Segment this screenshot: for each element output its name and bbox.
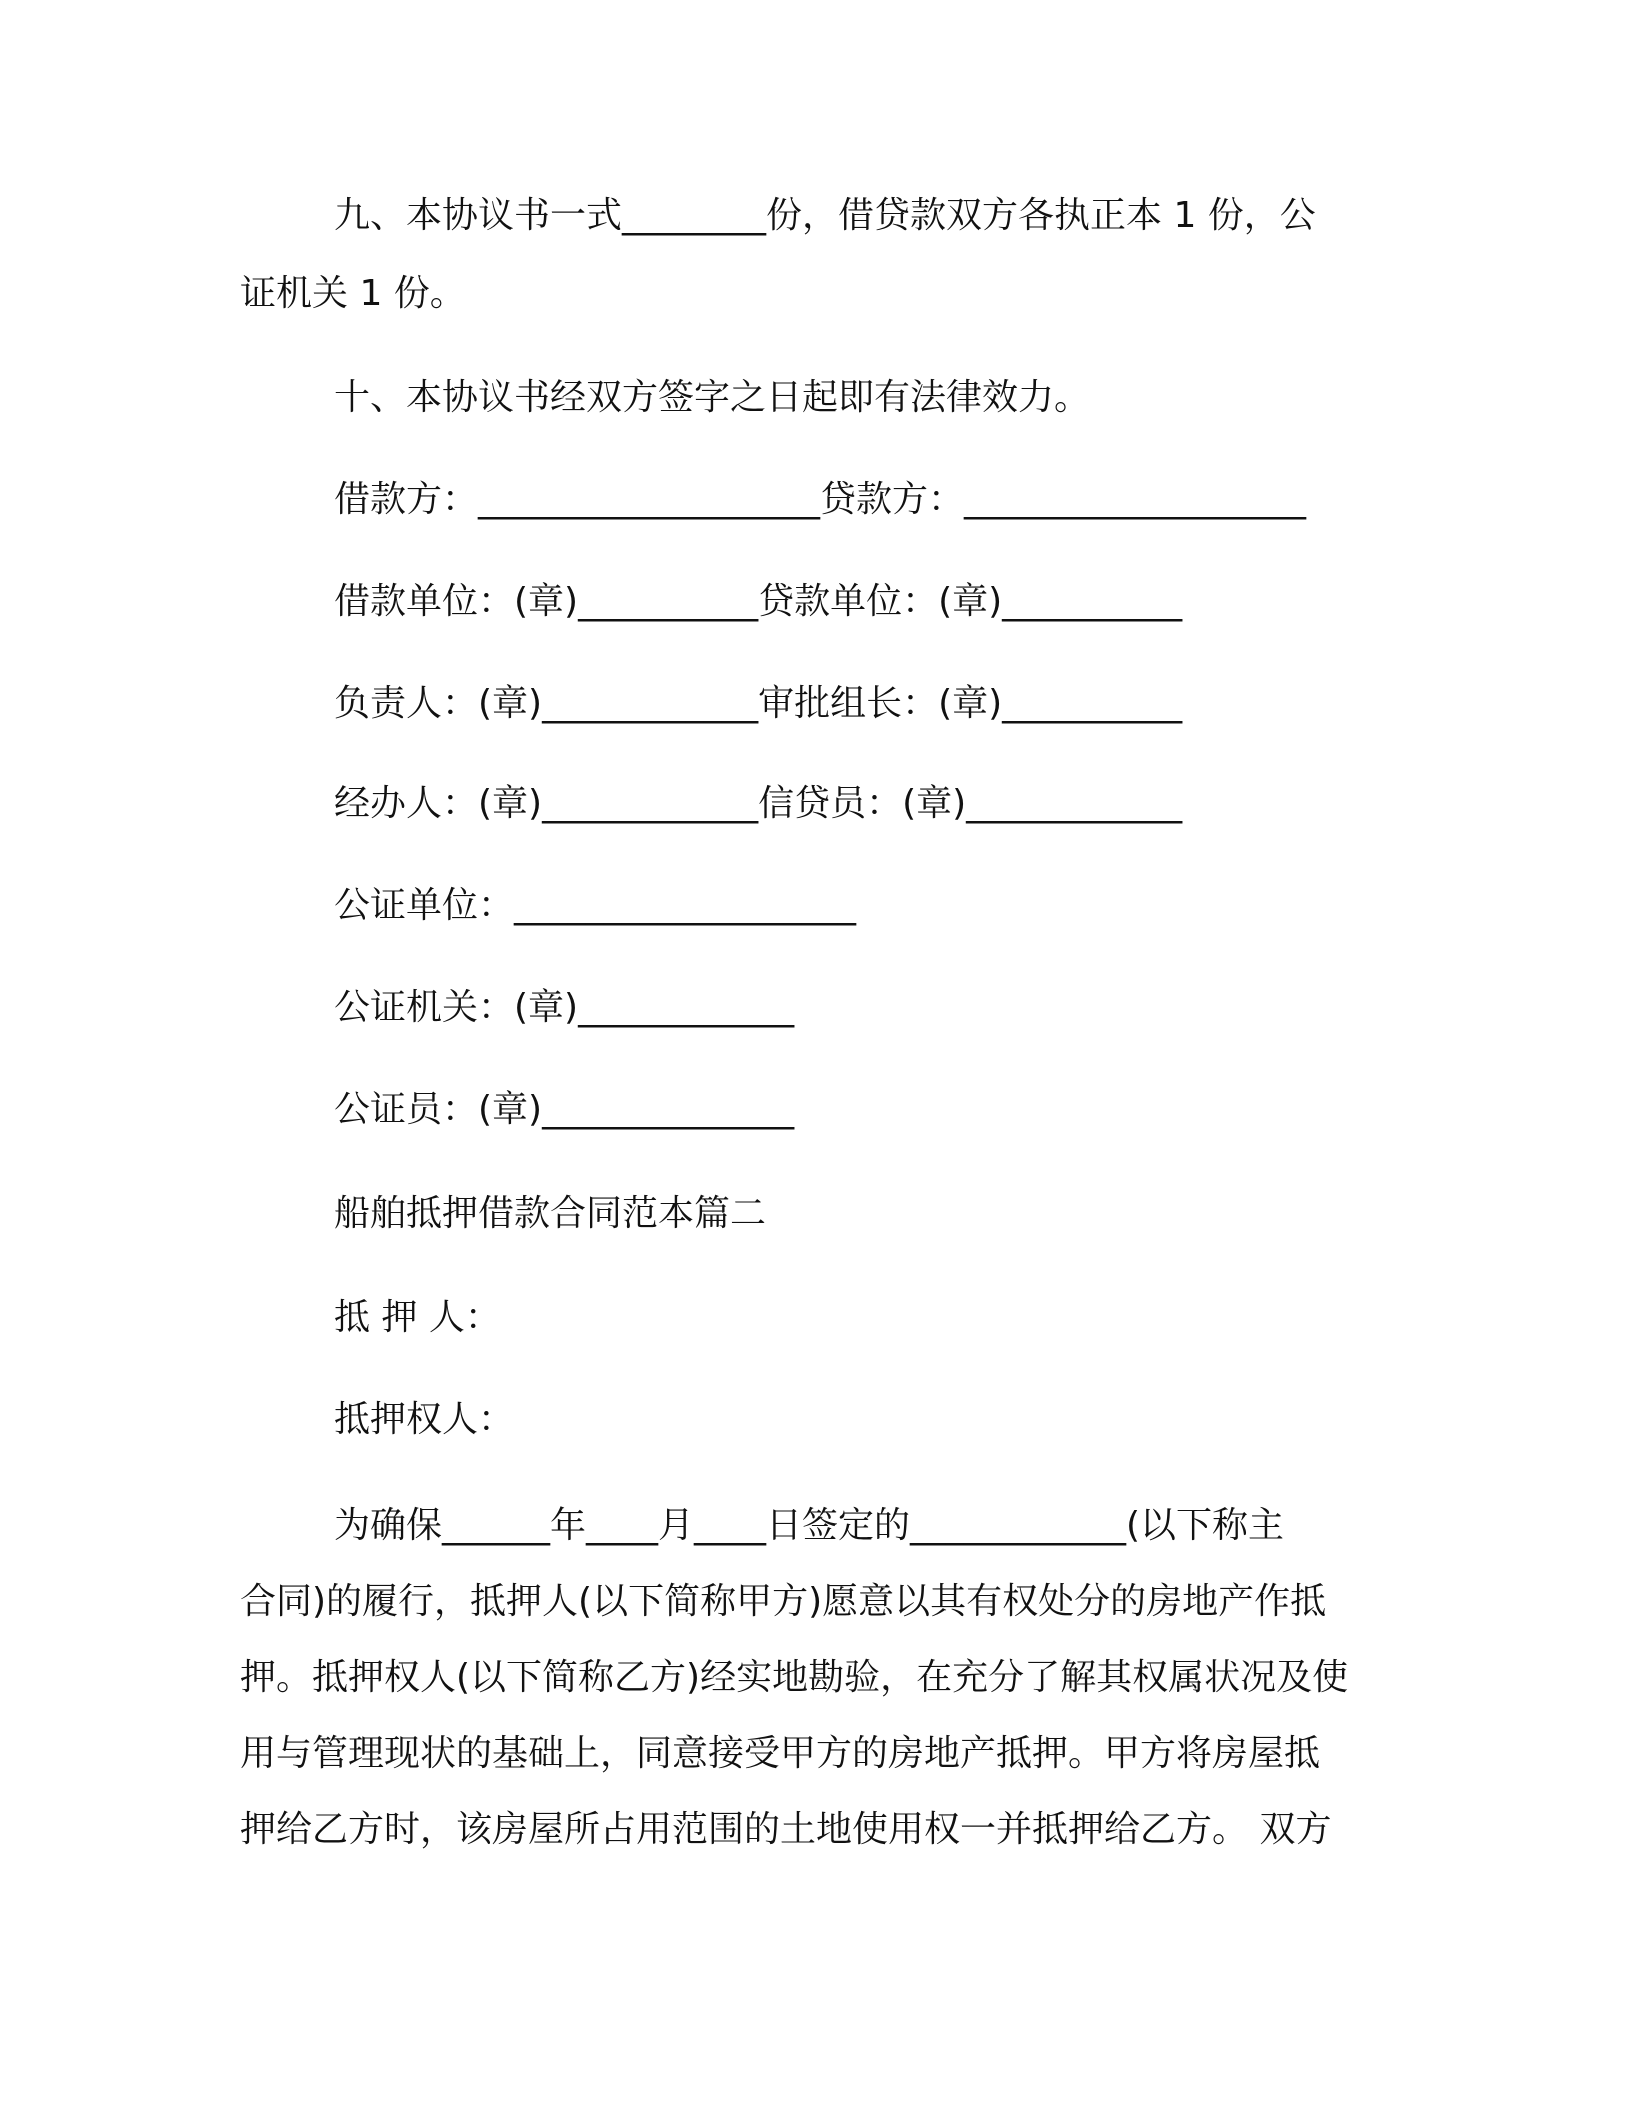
notary-unit-line: 公证单位：___________________	[334, 885, 857, 926]
responsible-approver-line: 负责人：(章)____________审批组长：(章)__________	[334, 683, 1183, 724]
borrowing-lending-unit-line: 借款单位：(章)__________贷款单位：(章)__________	[334, 581, 1183, 622]
paragraph-line-5: 押给乙方时，该房屋所占用范围的土地使用权一并抵押给乙方。 双方	[240, 1809, 1332, 1850]
paragraph-line-4: 用与管理现状的基础上，同意接受甲方的房地产抵押。甲方将房屋抵	[240, 1733, 1321, 1774]
borrower-lender-signature-line: 借款方：___________________贷款方：___________________	[334, 479, 1307, 520]
clause-nine-line-2: 证机关 1 份。	[240, 273, 466, 314]
paragraph-line-2: 合同)的履行，抵押人(以下简称甲方)愿意以其有权处分的房地产作抵	[240, 1581, 1327, 1622]
mortgagor-label: 抵 押 人：	[334, 1297, 501, 1338]
paragraph-line-3: 押。抵押权人(以下简称乙方)经实地勘验，在充分了解其权属状况及使	[240, 1657, 1349, 1698]
notary-line: 公证员：(章)______________	[334, 1089, 795, 1130]
notary-office-line: 公证机关：(章)____________	[334, 987, 795, 1028]
clause-nine-line-1: 九、本协议书一式________份，借贷款双方各执正本 1 份，公	[334, 195, 1316, 236]
paragraph-line-1: 为确保______年____月____日签定的____________(以下称主	[334, 1505, 1285, 1546]
section-title: 船舶抵押借款合同范本篇二	[334, 1193, 767, 1234]
clause-ten: 十、本协议书经双方签字之日起即有法律效力。	[334, 377, 1091, 418]
handler-credit-officer-line: 经办人：(章)____________信贷员：(章)____________	[334, 783, 1183, 824]
mortgagee-label: 抵押权人：	[334, 1399, 515, 1440]
